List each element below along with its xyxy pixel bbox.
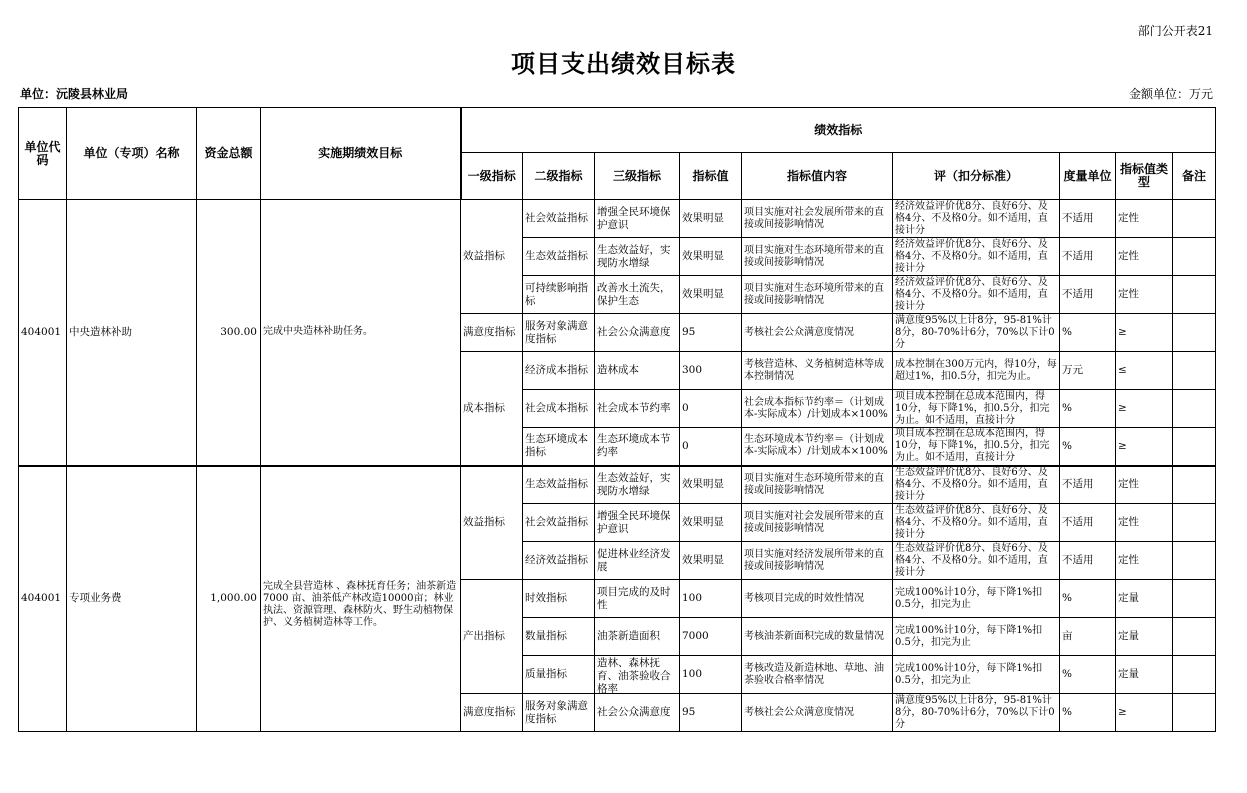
header-lvl1: 一级指标 bbox=[461, 153, 523, 200]
lvl1-indicator-cell bbox=[461, 694, 523, 732]
project-name-cell bbox=[67, 200, 197, 466]
lvl2-indicator-cell bbox=[523, 504, 595, 542]
scoring-standard-cell-text: 完成100%计10分，每下降1%扣0.5分，扣完为止 bbox=[895, 662, 1043, 686]
table-body bbox=[19, 200, 1216, 732]
value-type-cell-text: ≤ bbox=[1118, 364, 1127, 376]
indicator-value-cell bbox=[680, 390, 742, 428]
lvl2-indicator-cell bbox=[523, 580, 595, 618]
measure-unit-cell bbox=[1060, 694, 1116, 732]
indicator-value-cell bbox=[680, 656, 742, 694]
lvl3-indicator-cell-text: 社会公众满意度 bbox=[597, 326, 671, 338]
lvl3-indicator-cell bbox=[595, 466, 680, 504]
scoring-standard-cell bbox=[893, 542, 1060, 580]
indicator-content-cell-text: 项目实施对生态环境所带来的直接或间接影响情况 bbox=[744, 472, 884, 496]
lvl2-indicator-cell-text: 社会效益指标 bbox=[525, 212, 588, 224]
lvl1-indicator-cell-text: 效益指标 bbox=[463, 516, 505, 529]
scoring-standard-cell-text: 生态效益评价优8分、良好6分、及格4分、不及格0分。如不适用，直接计分 bbox=[895, 466, 1048, 502]
lvl2-indicator-cell bbox=[523, 390, 595, 428]
lvl1-indicator-cell bbox=[461, 314, 523, 352]
indicator-content-cell-text: 社会成本指标节约率＝（计划成本-实际成本）/计划成本×100% bbox=[744, 396, 888, 420]
scoring-standard-cell bbox=[893, 618, 1060, 656]
value-type-cell bbox=[1116, 542, 1173, 580]
indicator-content-cell-text: 考核项目完成的时效性情况 bbox=[744, 592, 864, 604]
value-type-cell-text: ≥ bbox=[1118, 439, 1127, 452]
scoring-standard-cell bbox=[893, 352, 1060, 390]
value-type-cell bbox=[1116, 504, 1173, 542]
lvl2-indicator-cell bbox=[523, 314, 595, 352]
scoring-standard-cell bbox=[893, 504, 1060, 542]
measure-unit-cell bbox=[1060, 390, 1116, 428]
scoring-standard-cell-text: 成本控制在300万元内，得10分，每超过1%，扣0.5分，扣完为止。 bbox=[895, 358, 1057, 382]
header-amount: 资金总额 bbox=[197, 108, 261, 200]
measure-unit-cell bbox=[1060, 276, 1116, 314]
lvl3-indicator-cell-text: 油茶新造面积 bbox=[597, 630, 660, 642]
lvl3-indicator-cell-text: 生态环境成本节约率 bbox=[597, 433, 671, 459]
indicator-content-cell bbox=[742, 390, 893, 428]
indicator-content-cell bbox=[742, 466, 893, 504]
lvl2-indicator-cell-text: 质量指标 bbox=[525, 668, 567, 680]
indicator-value-cell bbox=[680, 200, 742, 238]
measure-unit-cell bbox=[1060, 466, 1116, 504]
scoring-standard-cell bbox=[893, 238, 1060, 276]
lvl1-indicator-cell bbox=[461, 200, 523, 314]
indicator-content-cell-text: 考核社会公众满意度情况 bbox=[744, 706, 854, 718]
indicator-content-cell bbox=[742, 276, 893, 314]
header-measure: 度量单位 bbox=[1060, 153, 1116, 200]
measure-unit-cell bbox=[1060, 580, 1116, 618]
goal-cell-text: 完成全县营造林 、森林抚育任务；油茶新造7000 亩、油茶低产林改造10000亩；林业执法、资源管理、森林防火、野生动植物保护、义务植树造林等工作。 bbox=[263, 580, 457, 628]
indicator-content-cell bbox=[742, 656, 893, 694]
remark-cell bbox=[1173, 656, 1216, 694]
scoring-standard-cell-text: 项目成本控制在总成本范围内，得10分，每下降1%，扣0.5分，扣完为止。如不适用，直接计分 bbox=[895, 428, 1050, 464]
indicator-content-cell-text: 考核社会公众满意度情况 bbox=[744, 326, 854, 338]
lvl3-indicator-cell bbox=[595, 200, 680, 238]
indicator-value-cell-text: 100 bbox=[682, 592, 703, 604]
measure-unit-cell-text: % bbox=[1062, 706, 1072, 718]
lvl3-indicator-cell bbox=[595, 694, 680, 732]
scoring-standard-cell-text: 经济效益评价优8分、良好6分、及格4分、不及格0分。如不适用，直接计分 bbox=[895, 238, 1048, 274]
indicator-content-cell bbox=[742, 504, 893, 542]
lvl3-indicator-cell-text: 促进林业经济发展 bbox=[597, 547, 671, 573]
lvl3-indicator-cell bbox=[595, 504, 680, 542]
measure-unit-cell-text: % bbox=[1062, 592, 1072, 604]
measure-unit-cell bbox=[1060, 656, 1116, 694]
lvl1-indicator-cell-text: 成本指标 bbox=[463, 401, 505, 414]
indicator-value-cell-text: 7000 bbox=[682, 630, 709, 642]
lvl1-indicator-cell-text: 满意度指标 bbox=[463, 706, 516, 718]
indicator-value-cell-text: 100 bbox=[682, 668, 703, 680]
measure-unit-cell bbox=[1060, 428, 1116, 466]
performance-table bbox=[18, 107, 1216, 732]
remark-cell bbox=[1173, 390, 1216, 428]
lvl3-indicator-cell bbox=[595, 542, 680, 580]
indicator-value-cell bbox=[680, 542, 742, 580]
remark-cell bbox=[1173, 466, 1216, 504]
header-type: 指标值类型 bbox=[1116, 153, 1173, 200]
value-type-cell bbox=[1116, 276, 1173, 314]
header-lvl2: 二级指标 bbox=[523, 153, 595, 200]
indicator-value-cell-text: 0 bbox=[682, 402, 689, 414]
lvl2-indicator-cell-text: 服务对象满意度指标 bbox=[525, 319, 588, 345]
scoring-standard-cell-text: 经济效益评价优8分、良好6分、及格4分、不及格0分。如不适用，直接计分 bbox=[895, 276, 1048, 312]
amount-cell bbox=[197, 466, 261, 732]
value-type-cell bbox=[1116, 580, 1173, 618]
value-type-cell-text: 定性 bbox=[1118, 250, 1139, 262]
project-name-cell-text: 中央造林补助 bbox=[69, 325, 132, 338]
header-code: 单位代码 bbox=[19, 108, 67, 200]
indicator-value-cell-text: 效果明显 bbox=[682, 554, 724, 566]
measure-unit-cell-text: 不适用 bbox=[1062, 554, 1094, 566]
indicator-content-cell bbox=[742, 580, 893, 618]
indicator-value-cell-text: 300 bbox=[682, 364, 703, 376]
lvl1-indicator-cell-text: 效益指标 bbox=[463, 250, 505, 262]
remark-cell bbox=[1173, 352, 1216, 390]
project-name-cell bbox=[67, 466, 197, 732]
remark-cell bbox=[1173, 238, 1216, 276]
unit-code-cell-text: 404001 bbox=[21, 325, 62, 338]
measure-unit-cell bbox=[1060, 314, 1116, 352]
indicator-content-cell bbox=[742, 428, 893, 466]
indicator-value-cell bbox=[680, 238, 742, 276]
scoring-standard-cell-text: 满意度95%以上计8分，95-81%计8分，80-70%计6分，70%以下计0分 bbox=[895, 314, 1055, 350]
lvl2-indicator-cell bbox=[523, 618, 595, 656]
lvl3-indicator-cell bbox=[595, 314, 680, 352]
indicator-content-cell-text: 项目实施对经济发展所带来的直接或间接影响情况 bbox=[744, 548, 884, 572]
value-type-cell-text: 定量 bbox=[1118, 668, 1139, 680]
lvl2-indicator-cell bbox=[523, 428, 595, 466]
indicator-content-cell bbox=[742, 618, 893, 656]
measure-unit-cell bbox=[1060, 238, 1116, 276]
measure-unit-cell-text: 不适用 bbox=[1062, 212, 1094, 224]
header-remark: 备注 bbox=[1173, 153, 1216, 200]
indicator-content-cell-text: 项目实施对生态环境所带来的直接或间接影响情况 bbox=[744, 244, 884, 268]
lvl2-indicator-cell-text: 经济效益指标 bbox=[525, 554, 588, 566]
measure-unit-cell bbox=[1060, 352, 1116, 390]
value-type-cell-text: ≥ bbox=[1118, 706, 1127, 718]
unit-code-cell-text: 404001 bbox=[21, 592, 62, 605]
lvl2-indicator-cell-text: 社会成本指标 bbox=[525, 402, 588, 414]
lvl3-indicator-cell-text: 增强全民环境保护意识 bbox=[597, 509, 671, 535]
scoring-standard-cell bbox=[893, 314, 1060, 352]
goal-cell bbox=[261, 466, 461, 732]
indicator-value-cell-text: 效果明显 bbox=[682, 288, 724, 300]
goal-cell-text: 完成中央造林补助任务。 bbox=[263, 326, 373, 338]
scoring-standard-cell bbox=[893, 428, 1060, 466]
lvl3-indicator-cell bbox=[595, 618, 680, 656]
value-type-cell-text: 定性 bbox=[1118, 288, 1139, 300]
value-type-cell bbox=[1116, 352, 1173, 390]
value-type-cell bbox=[1116, 390, 1173, 428]
indicator-content-cell-text: 项目实施对社会发展所带来的直接或间接影响情况 bbox=[744, 510, 884, 534]
indicator-value-cell bbox=[680, 580, 742, 618]
remark-cell bbox=[1173, 504, 1216, 542]
lvl2-indicator-cell bbox=[523, 238, 595, 276]
indicator-value-cell bbox=[680, 276, 742, 314]
lvl2-indicator-cell bbox=[523, 200, 595, 238]
measure-unit-cell bbox=[1060, 200, 1116, 238]
header-value: 指标值 bbox=[680, 153, 742, 200]
table-row bbox=[19, 466, 1216, 504]
money-unit: 金额单位：万元 bbox=[1128, 87, 1213, 101]
unit-code-cell bbox=[19, 466, 67, 732]
lvl2-indicator-cell-text: 经济成本指标 bbox=[525, 364, 588, 376]
lvl3-indicator-cell-text: 项目完成的及时性 bbox=[597, 585, 671, 611]
measure-unit-cell-text: 不适用 bbox=[1062, 250, 1094, 262]
indicator-value-cell bbox=[680, 618, 742, 656]
indicator-value-cell bbox=[680, 314, 742, 352]
indicator-content-cell-text: 考核营造林、义务植树造林等成本控制情况 bbox=[744, 358, 884, 382]
indicator-content-cell-text: 生态环境成本节约率＝（计划成本-实际成本）/计划成本×100% bbox=[744, 434, 888, 458]
scoring-standard-cell bbox=[893, 580, 1060, 618]
lvl2-indicator-cell bbox=[523, 656, 595, 694]
value-type-cell bbox=[1116, 466, 1173, 504]
value-type-cell bbox=[1116, 656, 1173, 694]
measure-unit-cell-text: % bbox=[1062, 326, 1072, 338]
page-title: 项目支出绩效目标表 bbox=[511, 49, 736, 78]
lvl3-indicator-cell bbox=[595, 580, 680, 618]
value-type-cell-text: 定量 bbox=[1118, 630, 1139, 642]
scoring-standard-cell bbox=[893, 276, 1060, 314]
remark-cell bbox=[1173, 314, 1216, 352]
lvl3-indicator-cell bbox=[595, 428, 680, 466]
lvl2-indicator-cell bbox=[523, 466, 595, 504]
lvl3-indicator-cell-text: 社会公众满意度 bbox=[597, 706, 671, 718]
indicator-value-cell-text: 效果明显 bbox=[682, 250, 724, 262]
indicator-content-cell bbox=[742, 238, 893, 276]
table-row bbox=[19, 200, 1216, 238]
goal-cell bbox=[261, 200, 461, 466]
value-type-cell bbox=[1116, 238, 1173, 276]
measure-unit-cell-text: 不适用 bbox=[1062, 516, 1094, 528]
indicator-content-cell-text: 考核改造及新造林地、草地、油茶验收合格率情况 bbox=[744, 662, 884, 686]
scoring-standard-cell-text: 生态效益评价优8分、良好6分、及格4分、不及格0分。如不适用，直接计分 bbox=[895, 542, 1048, 578]
scoring-standard-cell bbox=[893, 466, 1060, 504]
scoring-standard-cell-text: 经济效益评价优8分、良好6分、及格4分、不及格0分。如不适用，直接计分 bbox=[895, 200, 1048, 236]
lvl2-indicator-cell-text: 生态环境成本指标 bbox=[525, 433, 588, 459]
measure-unit-cell-text: 不适用 bbox=[1062, 288, 1094, 300]
indicator-content-cell bbox=[742, 694, 893, 732]
lvl3-indicator-cell-text: 社会成本节约率 bbox=[597, 402, 671, 414]
value-type-cell bbox=[1116, 618, 1173, 656]
measure-unit-cell-text: 不适用 bbox=[1062, 478, 1094, 491]
remark-cell bbox=[1173, 694, 1216, 732]
indicator-value-cell-text: 效果明显 bbox=[682, 212, 724, 224]
scoring-standard-cell-text: 完成100%计10分，每下降1%扣0.5分，扣完为止 bbox=[895, 624, 1043, 648]
project-name-cell-text: 专项业务费 bbox=[69, 592, 122, 605]
remark-cell bbox=[1173, 580, 1216, 618]
measure-unit-cell bbox=[1060, 618, 1116, 656]
header-goal: 实施期绩效目标 bbox=[261, 108, 461, 200]
amount-cell-text: 300.00 bbox=[220, 325, 257, 338]
remark-cell bbox=[1173, 200, 1216, 238]
scoring-standard-cell-text: 项目成本控制在总成本范围内，得10分，每下降1%，扣0.5分，扣完为止。如不适用，直接计分 bbox=[895, 390, 1050, 426]
indicator-content-cell bbox=[742, 314, 893, 352]
remark-cell bbox=[1173, 618, 1216, 656]
lvl3-indicator-cell bbox=[595, 390, 680, 428]
scoring-standard-cell-text: 生态效益评价优8分、良好6分、及格4分、不及格0分。如不适用，直接计分 bbox=[895, 504, 1048, 540]
lvl2-indicator-cell-text: 时效指标 bbox=[525, 592, 567, 604]
lvl1-indicator-cell bbox=[461, 466, 523, 580]
scoring-standard-cell bbox=[893, 694, 1060, 732]
value-type-cell-text: 定量 bbox=[1118, 592, 1139, 604]
lvl2-indicator-cell bbox=[523, 352, 595, 390]
amount-cell-text: 1,000.00 bbox=[210, 592, 257, 605]
lvl3-indicator-cell-text: 增强全民环境保护意识 bbox=[597, 205, 671, 231]
remark-cell bbox=[1173, 276, 1216, 314]
value-type-cell bbox=[1116, 694, 1173, 732]
measure-unit-cell bbox=[1060, 504, 1116, 542]
measure-unit-cell-text: % bbox=[1062, 668, 1072, 680]
lvl3-indicator-cell-text: 生态效益好，实现防水增绿 bbox=[597, 471, 671, 497]
lvl2-indicator-cell-text: 生态效益指标 bbox=[525, 478, 588, 491]
indicator-value-cell bbox=[680, 352, 742, 390]
lvl1-indicator-cell bbox=[461, 352, 523, 466]
lvl3-indicator-cell-text: 造林、森林抚育、油茶验收合格率 bbox=[597, 656, 671, 695]
value-type-cell-text: ≥ bbox=[1118, 402, 1127, 414]
indicator-value-cell-text: 0 bbox=[682, 439, 689, 452]
value-type-cell-text: ≥ bbox=[1118, 326, 1127, 338]
indicator-content-cell-text: 项目实施对生态环境所带来的直接或间接影响情况 bbox=[744, 282, 884, 306]
lvl2-indicator-cell bbox=[523, 276, 595, 314]
lvl2-indicator-cell-text: 生态效益指标 bbox=[525, 250, 588, 262]
remark-cell bbox=[1173, 542, 1216, 580]
scoring-standard-cell-text: 满意度95%以上计8分，95-81%计8分，80-70%计6分，70%以下计0分 bbox=[895, 694, 1055, 730]
lvl2-indicator-cell-text: 社会效益指标 bbox=[525, 516, 588, 528]
scoring-standard-cell bbox=[893, 200, 1060, 238]
lvl3-indicator-cell bbox=[595, 656, 680, 694]
header-content: 指标值内容 bbox=[742, 153, 893, 200]
indicator-value-cell-text: 效果明显 bbox=[682, 516, 724, 528]
value-type-cell-text: 定性 bbox=[1118, 516, 1139, 528]
document-number: 部门公开表21 bbox=[1137, 24, 1213, 38]
lvl3-indicator-cell-text: 造林成本 bbox=[597, 364, 639, 376]
lvl2-indicator-cell bbox=[523, 694, 595, 732]
indicator-value-cell bbox=[680, 466, 742, 504]
value-type-cell-text: 定性 bbox=[1118, 554, 1139, 566]
lvl3-indicator-cell-text: 改善水土流失，保护生态 bbox=[597, 281, 671, 307]
indicator-value-cell bbox=[680, 428, 742, 466]
indicator-value-cell bbox=[680, 694, 742, 732]
lvl3-indicator-cell bbox=[595, 276, 680, 314]
measure-unit-cell-text: 亩 bbox=[1062, 630, 1073, 642]
indicator-value-cell bbox=[680, 504, 742, 542]
value-type-cell bbox=[1116, 200, 1173, 238]
value-type-cell bbox=[1116, 428, 1173, 466]
lvl2-indicator-cell-text: 服务对象满意度指标 bbox=[525, 699, 588, 725]
lvl3-indicator-cell bbox=[595, 352, 680, 390]
remark-cell bbox=[1173, 428, 1216, 466]
value-type-cell-text: 定性 bbox=[1118, 212, 1139, 224]
indicator-value-cell-text: 95 bbox=[682, 326, 696, 338]
unit-code-cell bbox=[19, 200, 67, 466]
indicator-content-cell-text: 项目实施对社会发展所带来的直接或间接影响情况 bbox=[744, 206, 884, 230]
header-name: 单位（专项）名称 bbox=[67, 108, 197, 200]
measure-unit-cell-text: 万元 bbox=[1062, 364, 1083, 376]
scoring-standard-cell bbox=[893, 656, 1060, 694]
indicator-content-cell-text: 考核油茶新面积完成的数量情况 bbox=[744, 630, 884, 642]
lvl1-indicator-cell-text: 产出指标 bbox=[463, 630, 505, 642]
header-scoring: 评（扣分标准） bbox=[893, 153, 1060, 200]
lvl3-indicator-cell bbox=[595, 238, 680, 276]
indicator-content-cell bbox=[742, 352, 893, 390]
value-type-cell bbox=[1116, 314, 1173, 352]
measure-unit-cell-text: % bbox=[1062, 439, 1072, 452]
scoring-standard-cell bbox=[893, 390, 1060, 428]
header-lvl3: 三级指标 bbox=[595, 153, 680, 200]
lvl3-indicator-cell-text: 生态效益好，实现防水增绿 bbox=[597, 243, 671, 269]
lvl1-indicator-cell bbox=[461, 580, 523, 694]
lvl2-indicator-cell-text: 可持续影响指标 bbox=[525, 281, 588, 307]
value-type-cell-text: 定性 bbox=[1118, 478, 1139, 491]
indicator-content-cell bbox=[742, 200, 893, 238]
measure-unit-cell bbox=[1060, 542, 1116, 580]
organization-unit: 单位：沅陵县林业局 bbox=[20, 87, 129, 101]
scoring-standard-cell-text: 完成100%计10分，每下降1%扣0.5分，扣完为止 bbox=[895, 586, 1043, 610]
amount-cell bbox=[197, 200, 261, 466]
lvl2-indicator-cell bbox=[523, 542, 595, 580]
lvl1-indicator-cell-text: 满意度指标 bbox=[463, 326, 516, 338]
indicator-value-cell-text: 95 bbox=[682, 706, 696, 718]
measure-unit-cell-text: % bbox=[1062, 402, 1072, 414]
lvl2-indicator-cell-text: 数量指标 bbox=[525, 630, 567, 642]
header-indicators: 绩效指标 bbox=[461, 108, 1216, 153]
indicator-value-cell-text: 效果明显 bbox=[682, 478, 724, 491]
indicator-content-cell bbox=[742, 542, 893, 580]
